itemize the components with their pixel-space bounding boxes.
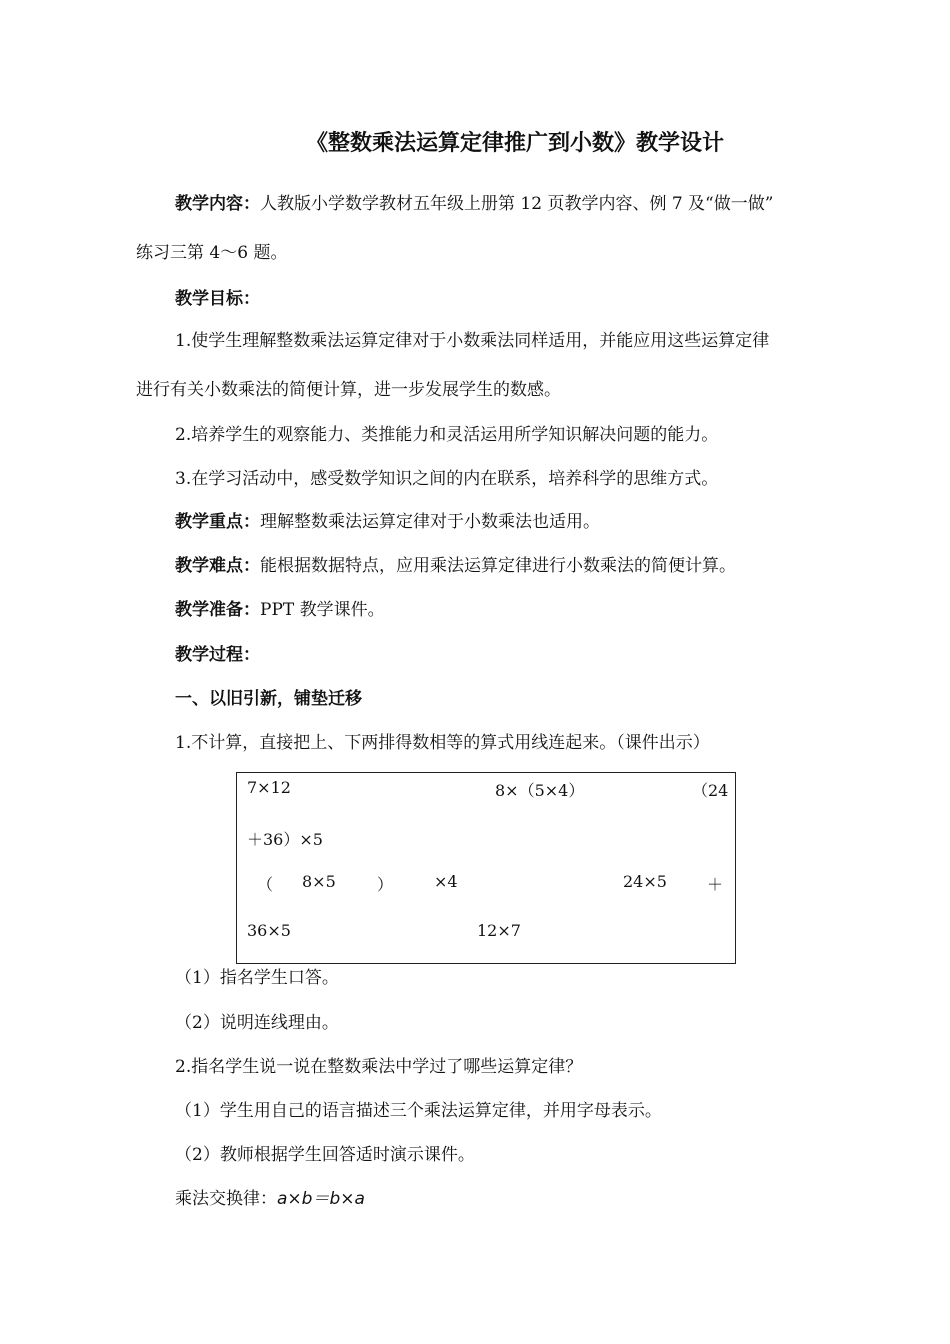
content-paragraph — [175, 192, 773, 216]
expr-12x7: 12×7 — [477, 921, 521, 940]
preparation-label: 教学准备： — [175, 600, 260, 620]
key-point-paragraph — [175, 510, 600, 534]
step-2: 2.指名学生说一说在整数乘法中学过了哪些运算定律？ — [175, 1057, 583, 1077]
step-1: 1.不计算，直接把上、下两排得数相等的算式用线连起来。（课件出示） — [175, 733, 710, 753]
key-point-label: 教学重点： — [175, 512, 260, 532]
content-text: 人教版小学数学教材五年级上册第 12 页教学内容、例 7 及“做一做” — [260, 194, 774, 214]
sub-step-4: （2）教师根据学生回答适时演示课件。 — [175, 1145, 475, 1165]
preparation-text: PPT 教学课件。 — [260, 600, 385, 620]
difficulty-label: 教学难点： — [175, 556, 260, 576]
exercise-box — [236, 772, 736, 964]
sub-step-3: （1）学生用自己的语言描述三个乘法运算定律，并用字母表示。 — [175, 1101, 662, 1121]
expr-24x5: 24×5 — [623, 872, 667, 891]
preparation-paragraph — [175, 598, 385, 622]
content-label: 教学内容： — [175, 194, 260, 214]
expr-7x12: 7×12 — [247, 778, 291, 797]
document-title: 《整数乘法运算定律推广到小数》教学设计 — [305, 131, 724, 156]
expr-x4: ×4 — [434, 872, 458, 891]
expr-8x5: 8×5 — [302, 872, 336, 891]
goal-1-line-1: 1.使学生理解整数乘法运算定律对于小数乘法同样适用，并能应用这些运算定律 — [175, 331, 770, 351]
goals-heading: 教学目标： — [175, 289, 260, 309]
expr-plus: ＋ — [707, 875, 724, 894]
expr-plus36x5: ＋36）×5 — [247, 830, 323, 849]
law-formula: a×b＝b×a — [277, 1189, 365, 1209]
expr-paren-close: ） — [377, 875, 394, 894]
goal-3: 3.在学习活动中，感受数学知识之间的内在联系，培养科学的思维方式。 — [175, 469, 719, 489]
sub-step-1: （1）指名学生口答。 — [175, 968, 339, 988]
expr-24-open: （24 — [692, 781, 729, 800]
difficulty-text: 能根据数据特点，应用乘法运算定律进行小数乘法的简便计算。 — [260, 556, 736, 576]
expr-8x5x4: 8×（5×4） — [495, 781, 585, 800]
goal-1-line-2: 进行有关小数乘法的简便计算，进一步发展学生的数感。 — [136, 380, 561, 400]
law-label: 乘法交换律： — [175, 1189, 277, 1209]
sub-step-2: （2）说明连线理由。 — [175, 1013, 339, 1033]
section-1-heading: 一、以旧引新，铺垫迁移 — [175, 689, 362, 709]
difficulty-paragraph — [175, 554, 736, 578]
content-text-continued: 练习三第 4～6 题。 — [136, 243, 288, 263]
commutative-law — [175, 1187, 365, 1211]
process-heading: 教学过程： — [175, 645, 260, 665]
goal-2: 2.培养学生的观察能力、类推能力和灵活运用所学知识解决问题的能力。 — [175, 425, 719, 445]
expr-36x5: 36×5 — [247, 921, 291, 940]
expr-paren-open: （ — [257, 875, 274, 894]
key-point-text: 理解整数乘法运算定律对于小数乘法也适用。 — [260, 512, 600, 532]
